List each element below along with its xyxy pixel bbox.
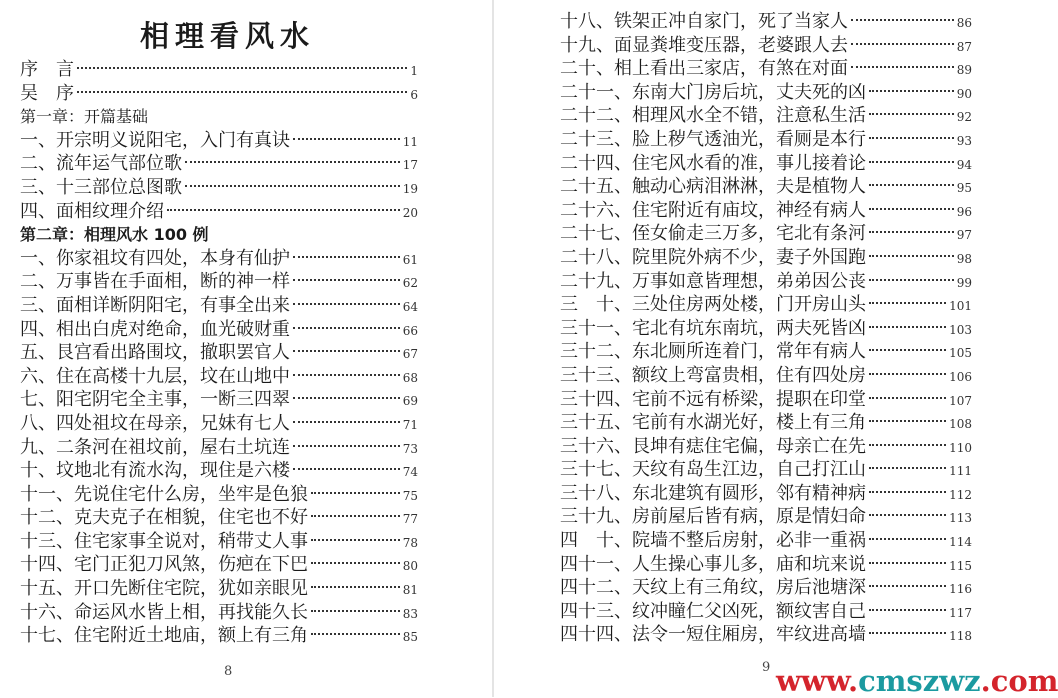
toc-entry-page: 116	[949, 582, 972, 597]
toc-entry-title: 三、面相详断阴阳宅，有事全出来	[20, 294, 290, 316]
toc-entry-title: 五、艮宫看出路围坟，撤职罢官人	[20, 342, 290, 364]
toc-entry-title: 吴 序	[20, 82, 74, 104]
dot-leader	[869, 279, 954, 281]
toc-entry-page: 103	[949, 322, 972, 337]
toc-entry	[560, 222, 972, 246]
toc-entry	[560, 128, 972, 152]
toc-entry-page: 93	[956, 133, 972, 148]
dot-leader	[869, 113, 954, 115]
chapter-heading	[20, 223, 418, 247]
toc-entry	[560, 458, 972, 482]
toc-entry	[560, 10, 972, 34]
toc-entry-page: 115	[949, 558, 972, 573]
dot-leader	[311, 633, 400, 635]
toc-entry	[560, 270, 972, 294]
toc-entry-page: 73	[402, 441, 418, 456]
dot-leader	[851, 66, 954, 68]
toc-entry-title: 二、流年运气部位歌	[20, 153, 182, 175]
toc-entry-title: 二十三、脸上秽气透油光，看厕是本行	[560, 128, 866, 150]
dot-leader	[869, 491, 946, 493]
dot-leader	[851, 19, 954, 21]
dot-leader	[311, 515, 400, 517]
table-of-contents-right	[560, 10, 972, 647]
toc-entry-page: 62	[402, 276, 418, 291]
toc-entry-title: 三十五、宅前有水湖光好，楼上有三角	[560, 412, 866, 434]
toc-entry-title: 三十一、宅北有坑东南坑，两夫死皆凶	[560, 317, 866, 339]
toc-entry-page: 86	[956, 16, 972, 30]
toc-entry-title: 十三、住宅家事全说对，稍带丈人事	[20, 530, 308, 552]
toc-entry	[560, 435, 972, 459]
toc-entry	[20, 553, 418, 577]
toc-entry-title: 第一章：开篇基础	[20, 107, 149, 127]
toc-entry-page: 80	[402, 559, 418, 574]
toc-entry-title: 四 十、院墙不整后房射，必非一重祸	[560, 530, 866, 552]
toc-entry-title: 二十四、住宅风水看的准，事儿接着论	[560, 152, 866, 174]
toc-entry-page: 67	[402, 347, 418, 362]
toc-entry-title: 三十六、艮坤有痣住宅偏，母亲亡在先	[560, 435, 866, 457]
toc-entry-title: 二十一、东南大门房后坑，丈夫死的凶	[560, 81, 866, 103]
toc-entry	[560, 317, 972, 341]
toc-entry-page: 11	[402, 134, 418, 149]
toc-entry	[560, 623, 972, 647]
toc-entry	[20, 152, 418, 176]
toc-entry-page: 105	[949, 346, 972, 361]
toc-entry-page: 118	[949, 629, 972, 644]
toc-entry-title: 四十二、天纹上有三角纹，房后池塘深	[560, 577, 866, 599]
dot-leader	[185, 185, 400, 187]
dot-leader	[869, 632, 946, 634]
toc-entry-page: 69	[402, 394, 418, 409]
dot-leader	[869, 349, 946, 351]
toc-entry-page: 87	[956, 39, 972, 54]
toc-entry-page: 6	[410, 87, 418, 102]
table-of-contents-left	[20, 58, 418, 648]
toc-entry	[20, 624, 418, 648]
toc-entry	[560, 505, 972, 529]
dot-leader	[293, 445, 400, 447]
dot-leader	[869, 373, 946, 375]
toc-entry-page: 68	[402, 370, 418, 385]
toc-entry-title: 二十九、万事如意皆理想，弟弟因公丧	[560, 270, 866, 292]
watermark-domain: cmszwz	[858, 664, 981, 698]
toc-entry	[560, 529, 972, 553]
toc-entry-title: 十、坟地北有流水沟，现住是六楼	[20, 460, 290, 482]
dot-leader	[869, 302, 946, 304]
dot-leader	[311, 610, 400, 612]
toc-entry-page: 101	[949, 299, 972, 314]
toc-entry-title: 三十八、东北建筑有圆形，邻有精神病	[560, 482, 866, 504]
toc-entry	[560, 553, 972, 577]
toc-entry	[20, 483, 418, 507]
dot-leader	[311, 586, 400, 588]
dot-leader	[869, 137, 954, 139]
toc-entry	[560, 34, 972, 58]
toc-entry-page: 95	[956, 181, 972, 196]
toc-entry-title: 三十二、东北厕所连着门，常年有病人	[560, 341, 866, 363]
dot-leader	[869, 585, 946, 587]
chapter-heading	[20, 105, 418, 129]
dot-leader	[311, 492, 400, 494]
toc-entry-page: 66	[402, 323, 418, 338]
dot-leader	[293, 256, 400, 258]
toc-entry-title: 三十七、天纹有岛生江边，自己打江山	[560, 459, 866, 481]
toc-entry	[20, 58, 418, 82]
toc-entry-title: 三、十三部位总图歌	[20, 176, 182, 198]
toc-entry	[560, 81, 972, 105]
toc-entry	[20, 388, 418, 412]
toc-entry	[560, 293, 972, 317]
toc-entry-title: 三十九、房前屋后皆有病，原是情妇命	[560, 506, 866, 528]
toc-entry-page: 17	[402, 158, 418, 173]
dot-leader	[869, 184, 954, 186]
toc-entry	[20, 176, 418, 200]
toc-entry	[20, 82, 418, 106]
dot-leader	[869, 161, 954, 163]
dot-leader	[293, 468, 400, 470]
toc-entry	[20, 459, 418, 483]
page-gutter	[492, 0, 494, 697]
toc-entry-page: 61	[402, 252, 418, 267]
toc-entry-title: 二十八、院里院外病不少，妻子外国跑	[560, 246, 866, 268]
toc-entry-page: 78	[402, 535, 418, 550]
toc-entry-title: 六、住在高楼十九层，坟在山地中	[20, 365, 290, 387]
dot-leader	[869, 326, 946, 328]
dot-leader	[185, 161, 400, 163]
toc-entry	[20, 294, 418, 318]
toc-entry	[20, 506, 418, 530]
toc-entry-title: 四十三、纹冲瞳仁父凶死，额纹害自己	[560, 600, 866, 622]
dot-leader	[293, 421, 400, 423]
dot-leader	[293, 327, 400, 329]
toc-entry	[560, 199, 972, 223]
toc-entry	[560, 152, 972, 176]
dot-leader	[869, 420, 946, 422]
toc-entry-page: 117	[949, 605, 972, 620]
toc-entry-page: 71	[402, 417, 418, 432]
toc-entry-title: 八、四处祖坟在母亲，兄妹有七人	[20, 412, 290, 434]
toc-entry	[20, 247, 418, 271]
toc-entry-title: 九、二条河在祖坟前，屋右土坑连	[20, 436, 290, 458]
toc-entry	[560, 246, 972, 270]
toc-entry	[560, 57, 972, 81]
book-title: 相理看风水	[139, 19, 315, 53]
toc-entry-title: 二十七、侄女偷走三万多，宅北有条河	[560, 223, 866, 245]
toc-entry-page: 108	[949, 417, 972, 432]
page-number-right: 9	[762, 660, 771, 675]
toc-entry	[20, 341, 418, 365]
toc-entry-title: 十九、面显粪堆变压器，老婆跟人去	[560, 34, 848, 56]
dot-leader	[293, 279, 400, 281]
toc-entry-page: 112	[949, 487, 972, 502]
toc-entry-title: 十四、宅门正犯刀风煞，伤疤在下巴	[20, 554, 308, 576]
toc-entry	[560, 104, 972, 128]
toc-entry-page: 89	[956, 63, 972, 78]
toc-entry-page: 98	[956, 251, 972, 266]
dot-leader	[869, 609, 946, 611]
toc-entry-title: 二十二、相理风水全不错，注意私生活	[560, 105, 866, 127]
dot-leader	[311, 539, 400, 541]
toc-entry-page: 96	[956, 204, 972, 219]
dot-leader	[167, 209, 400, 211]
toc-entry-title: 十一、先说住宅什么房，坐牢是色狼	[20, 483, 308, 505]
toc-entry-page: 75	[402, 488, 418, 503]
page-number-left: 8	[224, 664, 233, 679]
toc-entry-page: 90	[956, 86, 972, 101]
toc-entry-page: 113	[949, 511, 972, 526]
dot-leader	[869, 514, 946, 516]
toc-entry-title: 三 十、三处住房两处楼，门开房山头	[560, 294, 866, 316]
toc-entry-page: 83	[402, 606, 418, 621]
toc-entry-title: 第二章：相理风水 100 例	[20, 225, 209, 245]
toc-entry	[20, 530, 418, 554]
toc-entry-title: 四、相出白虎对绝命，血光破财重	[20, 318, 290, 340]
toc-entry	[20, 270, 418, 294]
right-page	[500, 0, 1027, 697]
dot-leader	[869, 538, 946, 540]
toc-entry-title: 四十四、法令一短住厢房，牢纹进高墙	[560, 624, 866, 646]
toc-entry-page: 85	[402, 630, 418, 645]
toc-entry-title: 二十五、触动心病泪淋淋，夫是植物人	[560, 176, 866, 198]
toc-entry-title: 十七、住宅附近土地庙，额上有三角	[20, 625, 308, 647]
toc-entry	[20, 601, 418, 625]
toc-entry-title: 二十、相上看出三家店，有煞在对面	[560, 58, 848, 80]
dot-leader	[293, 138, 400, 140]
toc-entry	[560, 411, 972, 435]
dot-leader	[869, 90, 954, 92]
toc-entry	[560, 340, 972, 364]
toc-entry	[20, 129, 418, 153]
toc-entry-page: 74	[402, 465, 418, 480]
dot-leader	[293, 303, 400, 305]
toc-entry-page: 20	[402, 205, 418, 220]
dot-leader	[311, 562, 400, 564]
toc-entry	[20, 577, 418, 601]
toc-entry-title: 二、万事皆在手面相，断的神一样	[20, 271, 290, 293]
watermark	[776, 664, 1058, 698]
dot-leader	[293, 374, 400, 376]
toc-entry-page: 92	[956, 110, 972, 125]
toc-entry-page: 110	[949, 440, 972, 455]
toc-entry	[20, 200, 418, 224]
toc-entry-title: 二十六、住宅附近有庙坟，神经有病人	[560, 199, 866, 221]
toc-entry-page: 114	[949, 535, 972, 550]
toc-entry-title: 三十三、额纹上弯富贵相，住有四处房	[560, 364, 866, 386]
toc-entry	[20, 318, 418, 342]
dot-leader	[77, 67, 407, 69]
toc-entry-title: 一、开宗明义说阳宅，入门有真诀	[20, 129, 290, 151]
dot-leader	[869, 467, 946, 469]
dot-leader	[869, 397, 946, 399]
toc-entry-title: 序 言	[20, 59, 74, 80]
toc-entry-page: 106	[949, 369, 972, 384]
toc-entry	[20, 365, 418, 389]
toc-entry-title: 四、面相纹理介绍	[20, 200, 164, 222]
dot-leader	[293, 350, 400, 352]
toc-entry-page: 107	[949, 393, 972, 408]
toc-entry-title: 十六、命运风水皆上相，再找能久长	[20, 601, 308, 623]
dot-leader	[293, 397, 400, 399]
dot-leader	[851, 43, 954, 45]
toc-entry-page: 77	[402, 512, 418, 527]
toc-entry-page: 64	[402, 299, 418, 314]
toc-entry-page: 97	[956, 228, 972, 243]
toc-entry	[560, 600, 972, 624]
toc-entry-page: 94	[956, 157, 972, 172]
dot-leader	[869, 255, 954, 257]
toc-entry-title: 一、你家祖坟有四处，本身有仙护	[20, 247, 290, 269]
watermark-prefix: www.	[776, 664, 859, 698]
toc-entry-title: 十五、开口先断住宅院，犹如亲眼见	[20, 578, 308, 600]
toc-entry-page: 99	[956, 275, 972, 290]
toc-entry-page: 1	[410, 64, 418, 78]
toc-entry-page: 19	[402, 181, 418, 196]
toc-entry	[560, 482, 972, 506]
dot-leader	[77, 91, 407, 93]
toc-entry-page: 111	[949, 464, 972, 479]
toc-entry	[560, 576, 972, 600]
toc-entry-title: 十二、克夫克子在相貌，住宅也不好	[20, 507, 308, 529]
watermark-suffix: .com	[980, 664, 1058, 698]
toc-entry-title: 十八、铁架正冲自家门，死了当家人	[560, 11, 848, 32]
toc-entry	[560, 175, 972, 199]
dot-leader	[869, 562, 946, 564]
left-page	[0, 0, 490, 697]
dot-leader	[869, 231, 954, 233]
toc-entry-page: 81	[402, 583, 418, 598]
toc-entry-title: 四十一、人生操心事儿多，庙和坑来说	[560, 553, 866, 575]
toc-entry	[560, 388, 972, 412]
toc-entry	[20, 412, 418, 436]
toc-entry	[20, 436, 418, 460]
toc-entry-title: 三十四、宅前不远有桥梁，提职在印堂	[560, 388, 866, 410]
dot-leader	[869, 444, 946, 446]
toc-entry	[560, 364, 972, 388]
dot-leader	[869, 208, 954, 210]
toc-entry-title: 七、阳宅阴宅全主事，一断三四翠	[20, 389, 290, 411]
